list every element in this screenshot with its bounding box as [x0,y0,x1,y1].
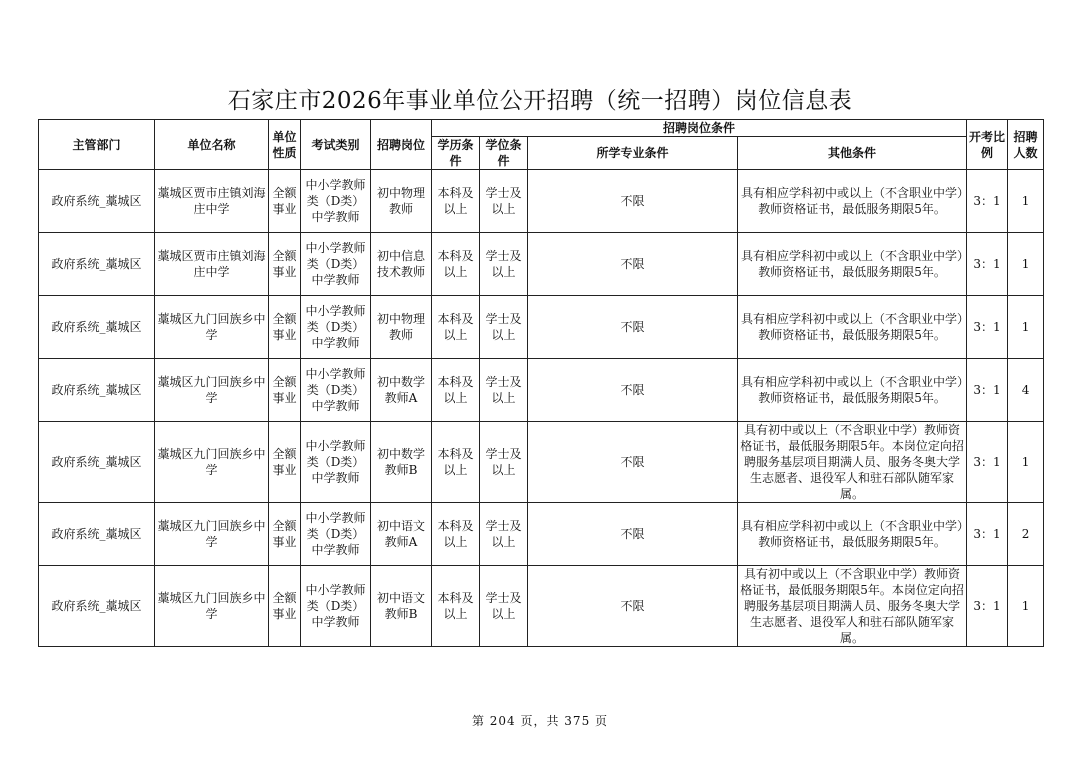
cell-dept: 政府系统_藁城区 [39,170,155,233]
header-edu: 学历条件 [432,137,480,170]
cell-dept: 政府系统_藁城区 [39,296,155,359]
cell-dept: 政府系统_藁城区 [39,503,155,566]
cell-unit: 藁城区九门回族乡中学 [155,503,269,566]
table-row [39,170,1044,233]
cell-nature: 全额事业 [269,170,301,233]
cell-degree: 学士及以上 [480,503,528,566]
cell-exam: 中小学教师类（D类）中学教师 [301,170,371,233]
header-count: 招聘人数 [1008,120,1044,170]
cell-count: 1 [1008,296,1044,359]
cell-ratio: 3：1 [967,422,1008,503]
cell-degree: 学士及以上 [480,566,528,647]
cell-edu: 本科及以上 [432,296,480,359]
cell-exam: 中小学教师类（D类）中学教师 [301,359,371,422]
page-footer: 第 204 页，共 375 页 [471,714,609,728]
cell-count: 1 [1008,170,1044,233]
cell-degree: 学士及以上 [480,422,528,503]
cell-post: 初中语文教师B [371,566,432,647]
cell-exam: 中小学教师类（D类）中学教师 [301,296,371,359]
cell-other: 具有相应学科初中或以上（不含职业中学）教师资格证书，最低服务期限5年。 [738,170,967,233]
cell-ratio: 3：1 [967,296,1008,359]
cell-exam: 中小学教师类（D类）中学教师 [301,233,371,296]
cell-count: 2 [1008,503,1044,566]
cell-other: 具有相应学科初中或以上（不含职业中学）教师资格证书，最低服务期限5年。 [738,359,967,422]
table-row [39,359,1044,422]
cell-nature: 全额事业 [269,359,301,422]
table-row [39,296,1044,359]
cell-major: 不限 [528,296,738,359]
cell-exam: 中小学教师类（D类）中学教师 [301,422,371,503]
cell-post: 初中物理教师 [371,170,432,233]
cell-exam: 中小学教师类（D类）中学教师 [301,503,371,566]
header-degree: 学位条件 [480,137,528,170]
cell-nature: 全额事业 [269,296,301,359]
cell-major: 不限 [528,422,738,503]
recruitment-table [38,119,1044,647]
cell-edu: 本科及以上 [432,503,480,566]
cell-unit: 藁城区贾市庄镇刘海庄中学 [155,170,269,233]
cell-ratio: 3：1 [967,170,1008,233]
cell-unit: 藁城区九门回族乡中学 [155,566,269,647]
cell-nature: 全额事业 [269,233,301,296]
header-nature: 单位性质 [269,120,301,170]
cell-major: 不限 [528,566,738,647]
cell-nature: 全额事业 [269,422,301,503]
table-row [39,503,1044,566]
cell-edu: 本科及以上 [432,170,480,233]
cell-degree: 学士及以上 [480,359,528,422]
cell-count: 1 [1008,233,1044,296]
cell-unit: 藁城区九门回族乡中学 [155,422,269,503]
table-row [39,233,1044,296]
cell-unit: 藁城区九门回族乡中学 [155,296,269,359]
cell-other: 具有初中或以上（不含职业中学）教师资格证书，最低服务期限5年。本岗位定向招聘服务基层项目期满人员、服务冬奥大学生志愿者、退役军人和驻石部队随军家属。 [738,422,967,503]
cell-nature: 全额事业 [269,503,301,566]
cell-major: 不限 [528,233,738,296]
cell-ratio: 3：1 [967,503,1008,566]
cell-ratio: 3：1 [967,566,1008,647]
header-ratio: 开考比例 [967,120,1008,170]
header-conditions: 招聘岗位条件 [432,120,967,137]
header-dept: 主管部门 [39,120,155,170]
cell-count: 4 [1008,359,1044,422]
cell-major: 不限 [528,503,738,566]
cell-nature: 全额事业 [269,566,301,647]
header-major: 所学专业条件 [528,137,738,170]
cell-edu: 本科及以上 [432,359,480,422]
header-other: 其他条件 [738,137,967,170]
page-title: 石家庄市2026年事业单位公开招聘（统一招聘）岗位信息表 [227,88,853,114]
cell-dept: 政府系统_藁城区 [39,566,155,647]
cell-edu: 本科及以上 [432,566,480,647]
cell-exam: 中小学教师类（D类）中学教师 [301,566,371,647]
cell-other: 具有相应学科初中或以上（不含职业中学）教师资格证书，最低服务期限5年。 [738,296,967,359]
cell-major: 不限 [528,170,738,233]
cell-dept: 政府系统_藁城区 [39,359,155,422]
cell-ratio: 3：1 [967,233,1008,296]
header-exam: 考试类别 [301,120,371,170]
cell-post: 初中物理教师 [371,296,432,359]
cell-other: 具有初中或以上（不含职业中学）教师资格证书，最低服务期限5年。本岗位定向招聘服务基层项目期满人员、服务冬奥大学生志愿者、退役军人和驻石部队随军家属。 [738,566,967,647]
cell-post: 初中信息技术教师 [371,233,432,296]
cell-ratio: 3：1 [967,359,1008,422]
cell-unit: 藁城区贾市庄镇刘海庄中学 [155,233,269,296]
cell-degree: 学士及以上 [480,233,528,296]
cell-unit: 藁城区九门回族乡中学 [155,359,269,422]
cell-edu: 本科及以上 [432,422,480,503]
cell-count: 1 [1008,422,1044,503]
cell-edu: 本科及以上 [432,233,480,296]
table-row [39,566,1044,647]
header-unit: 单位名称 [155,120,269,170]
cell-other: 具有相应学科初中或以上（不含职业中学）教师资格证书，最低服务期限5年。 [738,233,967,296]
cell-count: 1 [1008,566,1044,647]
cell-other: 具有相应学科初中或以上（不含职业中学）教师资格证书，最低服务期限5年。 [738,503,967,566]
cell-major: 不限 [528,359,738,422]
table-row [39,422,1044,503]
cell-post: 初中数学教师B [371,422,432,503]
cell-degree: 学士及以上 [480,170,528,233]
header-post: 招聘岗位 [371,120,432,170]
cell-post: 初中语文教师A [371,503,432,566]
cell-post: 初中数学教师A [371,359,432,422]
cell-degree: 学士及以上 [480,296,528,359]
cell-dept: 政府系统_藁城区 [39,422,155,503]
cell-dept: 政府系统_藁城区 [39,233,155,296]
